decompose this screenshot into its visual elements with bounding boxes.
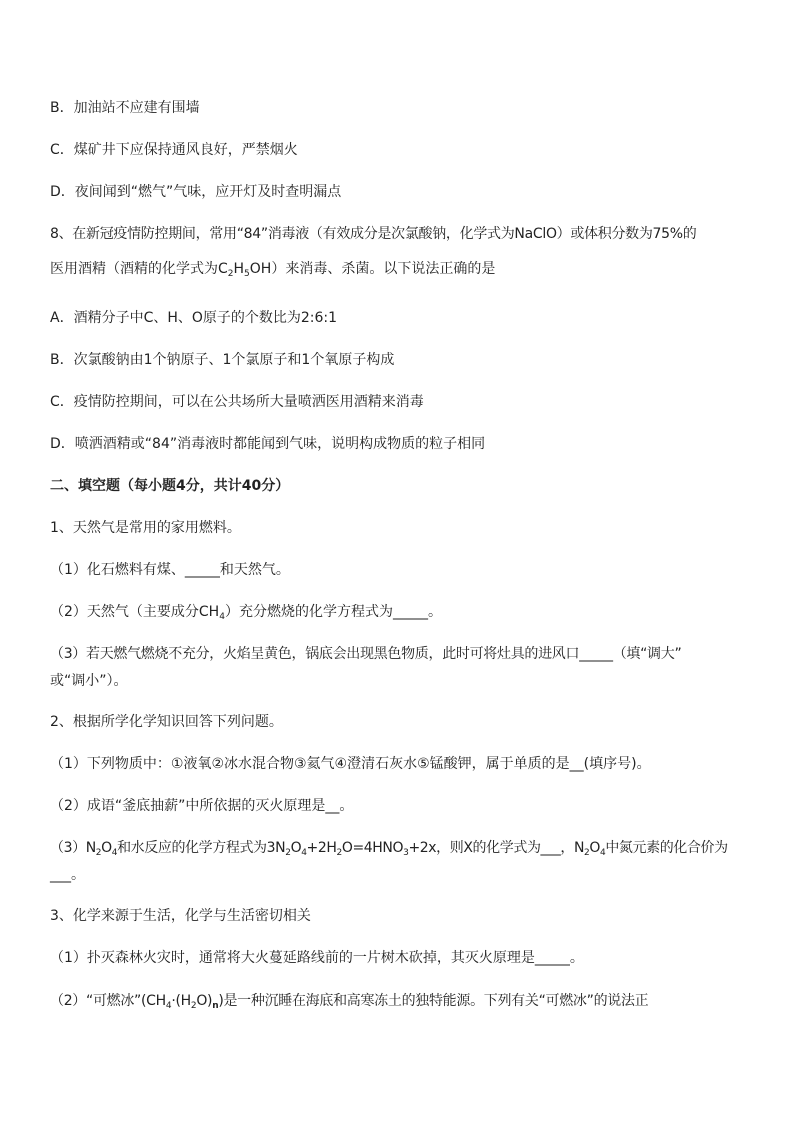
fill-question-1: 1、天然气是常用的家用燃料。 bbox=[50, 520, 241, 536]
fill-question-3: 3、化学来源于生活，化学与生活密切相关 bbox=[50, 908, 311, 924]
fill-question-1-part-2 bbox=[50, 603, 754, 621]
fill-question-2-part-2: （2）成语“釜底抽薪”中所依据的灭火原理是__。 bbox=[50, 798, 354, 814]
subscript: 2 bbox=[95, 848, 102, 858]
subscript: n bbox=[212, 1001, 219, 1011]
text: 医用酒精（酒精的化学式为C bbox=[50, 261, 228, 277]
text: ）充分燃烧的化学方程式为_____。 bbox=[224, 604, 442, 620]
fill-question-2-part-1: （1）下列物质中：①液氧②冰水混合物③氦气④澄清石灰水⑤锰酸钾，属于单质的是__(填序号)。 bbox=[50, 756, 651, 772]
question-8-option-c: C．疫情防控期间，可以在公共场所大量喷洒医用酒精来消毒 bbox=[50, 394, 424, 410]
subscript: 4 bbox=[111, 848, 118, 858]
fill-question-3-part-1: （1）扑灭森林火灾时，通常将大火蔓延路线前的一片树木砍掉，其灭火原理是_____。 bbox=[50, 950, 584, 966]
fill-question-1-part-3-continued: 或“调小”）。 bbox=[50, 673, 128, 689]
text: （2）天然气（主要成分CH bbox=[50, 604, 220, 620]
question-8-option-b: B．次氯酸钠由1个钠原子、1个氯原子和1个氧原子构成 bbox=[50, 352, 395, 368]
section-heading-fill-in: 二、填空题（每小题4分，共计40分） bbox=[50, 478, 290, 494]
subscript: 2 bbox=[227, 269, 234, 279]
line-c-option-1: C．煤矿井下应保持通风良好，严禁烟火 bbox=[50, 142, 298, 158]
subscript: 2 bbox=[584, 848, 590, 858]
fill-question-2: 2、根据所学化学知识回答下列问题。 bbox=[50, 714, 283, 730]
subscript: 4 bbox=[165, 1001, 172, 1011]
text: +2x，则X的化学式为___，N bbox=[408, 840, 585, 856]
subscript: 2 bbox=[285, 848, 291, 858]
line-d-option-1: D．夜间闻到“燃气”气味，应开灯及时查明漏点 bbox=[50, 184, 342, 200]
fill-question-1-part-3: （3）若天燃气燃烧不充分，火焰呈黄色，锅底会出现黑色物质，此时可将灶具的进风口_____（填“调大” bbox=[50, 646, 682, 662]
text: （2）“可燃冰”(CH bbox=[50, 993, 166, 1009]
subscript: 2 bbox=[336, 848, 342, 858]
subscript: 4 bbox=[219, 612, 225, 622]
text: O bbox=[589, 840, 600, 856]
text: +2H bbox=[306, 840, 337, 856]
text: )是一种沉睡在海底和高寒冻土的独特能源。下列有关“可燃冰”的说法正 bbox=[218, 993, 649, 1009]
text: O bbox=[290, 840, 302, 856]
fill-question-3-part-2 bbox=[50, 992, 754, 1010]
question-8-option-a: A．酒精分子中C、H、O原子的个数比为2:6:1 bbox=[50, 310, 338, 326]
text: OH）来消毒、杀菌。以下说法正确的是 bbox=[249, 261, 496, 277]
subscript: 2 bbox=[190, 1001, 197, 1011]
text: O) bbox=[196, 993, 213, 1009]
question-8-option-d: D．喷洒酒精或“84”消毒液时都能闻到气味，说明构成物质的粒子相同 bbox=[50, 436, 486, 452]
line-b-option-1: B．加油站不应建有围墙 bbox=[50, 100, 200, 116]
text: H bbox=[233, 261, 245, 277]
subscript: 4 bbox=[599, 848, 606, 858]
subscript: 3 bbox=[403, 848, 409, 858]
text: ·(H bbox=[171, 993, 191, 1009]
fill-question-1-part-1: （1）化石燃料有煤、_____和天然气。 bbox=[50, 562, 290, 578]
question-8-stem-continued bbox=[50, 260, 754, 278]
fill-question-2-part-3 bbox=[50, 839, 754, 857]
question-8-stem: 8、在新冠疫情防控期间，常用“84”消毒液（有效成分是次氯酸钠，化学式为NaClO）或体积分数为75%的 bbox=[50, 226, 697, 242]
text: 和水反应的化学方程式为3N bbox=[117, 840, 286, 856]
text: O bbox=[101, 840, 112, 856]
text: O=4HNO bbox=[341, 840, 404, 856]
subscript: 4 bbox=[301, 848, 307, 858]
text: （3）N bbox=[50, 840, 96, 856]
text: 中氮元素的化合价为 bbox=[605, 840, 728, 856]
subscript: 5 bbox=[244, 269, 250, 279]
fill-question-2-part-3-continued: ___。 bbox=[50, 867, 85, 883]
